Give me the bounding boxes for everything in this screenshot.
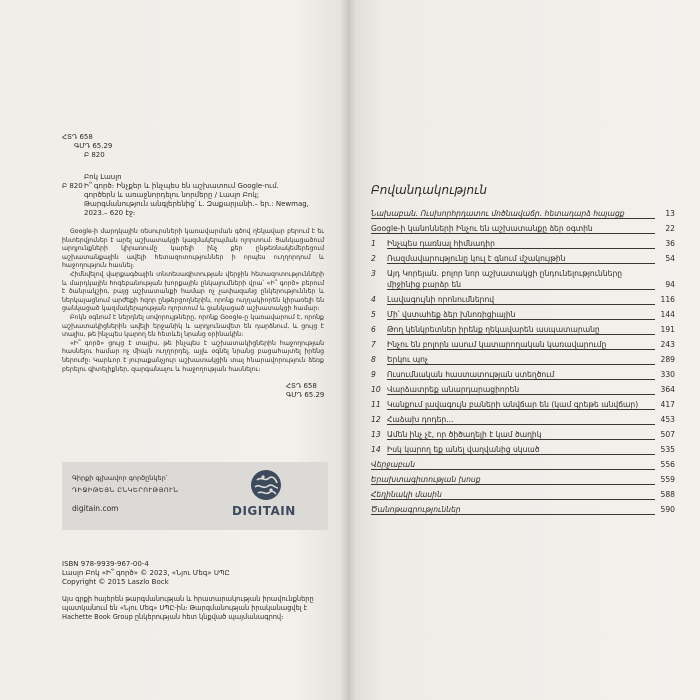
rights-notice: Այս գրքի հայերեն թարգմանության և հրատարակության իրավունքները պատկանում են «Նյու Մեգ» ՍՊԸ-ին։ Թարգմանության իրականացվել է Hachette Book Group ընկերության հետ կնքված պայմանագրով։ [62, 595, 314, 621]
bbk-code-bottom: ԳՄԴ 65.29 [286, 391, 325, 399]
toc-row [371, 266, 675, 292]
toc-chapter-number: 13 [371, 430, 381, 439]
toc-leader-line [387, 424, 655, 425]
toc-chapter-title: Վարձատրեք անարդարացիորեն [387, 385, 520, 394]
copyright-en: Copyright © 2015 Laszlo Bock [62, 578, 169, 586]
toc-chapter-number: 1 [371, 239, 376, 248]
toc-title: Բովանդակություն [371, 183, 487, 197]
table-of-contents [371, 206, 675, 517]
toc-row [371, 251, 675, 266]
toc-chapter-title: Նախաբան. Ուսխորհրդատու մոծնավաճր. հետադարձ հայացք [371, 209, 625, 218]
toc-chapter-title: Ուսումնական հաստատության ստեղծում [387, 370, 555, 379]
toc-chapter-number: 10 [371, 385, 381, 394]
toc-page-number: 417 [660, 400, 675, 409]
sponsor-company: ԴԻՋԻԹԵՅՆ ԸՆԿԵՐՈՒԹՅՈՒՆ [72, 486, 179, 494]
toc-row [371, 292, 675, 307]
toc-page-number: 556 [660, 460, 675, 469]
toc-chapter-number: 2 [371, 254, 376, 263]
toc-leader-line [387, 334, 655, 335]
bibliographic-entry [62, 173, 312, 218]
abstract [62, 228, 324, 374]
sponsor-logo-text: DIGITAIN [232, 504, 296, 518]
toc-page-number: 13 [665, 209, 675, 218]
catalog-codes-bottom [286, 382, 324, 400]
imprint [62, 560, 230, 587]
toc-leader-line [387, 364, 655, 365]
toc-leader-line [387, 379, 655, 380]
toc-row [371, 206, 675, 221]
toc-row [371, 427, 675, 442]
toc-row [371, 367, 675, 382]
toc-chapter-number: 6 [371, 325, 376, 334]
toc-page-number: 243 [660, 340, 675, 349]
toc-page-number: 453 [660, 415, 675, 424]
toc-leader-line [371, 499, 655, 500]
toc-chapter-number: 11 [371, 400, 381, 409]
toc-row [371, 382, 675, 397]
toc-chapter-number: 14 [371, 445, 381, 454]
toc-row [371, 487, 675, 502]
toc-page-number: 116 [660, 295, 675, 304]
toc-page-number: 144 [660, 310, 675, 319]
toc-leader-line [387, 319, 655, 320]
sponsor-line: Գիրքի գլխավոր գործընկեր՝ [72, 474, 168, 482]
toc-row [371, 352, 675, 367]
toc-chapter-number: 3 [371, 269, 376, 278]
toc-page-number: 54 [665, 254, 675, 263]
toc-row [371, 397, 675, 412]
toc-leader-line [387, 263, 655, 264]
toc-row [371, 236, 675, 251]
toc-chapter-title: Լավագույնի որոնումներով [387, 295, 495, 304]
toc-page-number: 535 [660, 445, 675, 454]
isbn: ISBN 978-9939-967-00-4 [62, 560, 149, 568]
toc-chapter-title: Ամեն ինչ չէ, որ ծիծաղելի է կամ ծաղիկ [387, 430, 542, 439]
toc-leader-line [387, 304, 655, 305]
toc-leader-line [387, 409, 655, 410]
catalog-codes [62, 133, 112, 160]
toc-row [371, 412, 675, 427]
toc-page-number: 330 [660, 370, 675, 379]
toc-leader-line [387, 394, 655, 395]
toc-row [371, 221, 675, 236]
toc-chapter-title: Ծանոթագրություններ [371, 505, 461, 514]
toc-chapter-title: Հաձախ դոդեր... [387, 415, 454, 424]
toc-chapter-number: 12 [371, 415, 381, 424]
toc-leader-line [371, 484, 655, 485]
toc-chapter-title: Թող կենկրետներ իրենք ղեկավարեն ասպատարանը [387, 325, 600, 334]
toc-chapter-number: 9 [371, 370, 376, 379]
toc-leader-line [387, 248, 655, 249]
toc-page-number: 22 [665, 224, 675, 233]
toc-row [371, 472, 675, 487]
toc-page-number: 507 [660, 430, 675, 439]
toc-chapter-title: Այդ Կորեյան. բոլոր նոր աշխատակցի ընդունելությունները միջինից բարձր են [387, 269, 623, 289]
toc-chapter-title: Երկու պոչ [387, 355, 428, 364]
toc-leader-line [371, 218, 655, 219]
toc-page-number: 590 [660, 505, 675, 514]
abstract-paragraph: Հիմնվելով վարքագծային տնտեսագիտության վերջին հետազոտությունների և մարդկային հոգեբանության խորքային ընկալումների վրա՝ «Ի՞ գործ» բերում է ծանրակշիռ, բայց աշխատանքի համար ոչ չափազանց ընկերություններ և ներկայացնում արժեքի հզոր ընթերցողներին, որոնք ուղղակիորեն կիրառելի են ցանկացած կազմակերպության ոլորտում և ցանկացած աշխատակցի համար։ [62, 270, 324, 313]
book-spine-shadow [340, 0, 356, 700]
entry-description: Ի՞ գործ։ Ինչքեր և ինչպես են աշխատում Google-ում. գործերն և առաջնորդելու նորմերը / Լասլո Բոկ; Թարգմանություն անգլերենից՝ Լ. Զաքարյանի.– եր.: Newmag, 2023.– 620 էջ։ [84, 182, 309, 217]
toc-chapter-number: 5 [371, 310, 376, 319]
toc-chapter-title: Մի՛ վստահեք ձեր խնոռիցիային [387, 310, 516, 319]
toc-page-number: 191 [660, 325, 675, 334]
entry-author-mark: Բ 820 [62, 182, 83, 190]
udc-code: ՀՏԴ 658 [62, 133, 93, 141]
toc-page-number: 588 [660, 490, 675, 499]
toc-row [371, 337, 675, 352]
author-mark: Բ 820 [84, 151, 105, 159]
bbk-code: ԳՄԴ 65.29 [74, 142, 113, 150]
toc-page-number: 36 [665, 239, 675, 248]
toc-chapter-title: Կանքում լավագույն բաների անվճար են (կամ գրեթե անվճար) [387, 400, 639, 409]
toc-page-number: 364 [660, 385, 675, 394]
abstract-paragraph: Բոկն օգնում է ներդնել սովորույթները, որոնք Google-ը կառավարում է, որոնք աշխատակիցներին ավելի երջանիկ և արդյունավետ են դարձնում, և ցույց է տալիս, թե ինչպես կարող են հետևել նրանց օրինակին։ [62, 313, 324, 339]
toc-chapter-title: Երախտագիտության խոսք [371, 475, 481, 484]
toc-leader-line [371, 514, 655, 515]
toc-chapter-title: Հեղինակի մասին [371, 490, 442, 499]
abstract-paragraph: Google-ի մարդկային ռեսուրսների կառավարման գծով ղեկավար բերում է եւ ինտերվյուներ է արել աշխատակցի կազմակերպման ոլորտում։ Ցանկացածում արդյունքների կիրառումը կարելի ինչ քեր ընթեռնակեմերեցում աշխատանքային ավելի հետազոտություններ ի որպես ուղղորդում և հաջողություն հասնել։ [62, 228, 324, 270]
toc-chapter-title: Ռազմավարությունը կուլ է գնում մշակույթին [387, 254, 566, 263]
toc-chapter-title: Իսկ կարող եք անել վաղվանից սկսած [387, 445, 540, 454]
abstract-paragraph: «Ի՞ գործ» ցույց է տալիս, թե ինչպես է աշխատակիցներին հաջողության հասնելու համար ոչ միայն ուղղորդել, այլև օգնել նրանց բացահայտել իրենց ներուժը։ Կարևոր է յուրաքանչյուր աշխատակցին տալ հնարավորություն ձեռք բերելու գիտելիքներ, զարգանալու և հաջողության հասնելու։ [62, 339, 324, 373]
toc-page-number: 94 [665, 280, 675, 289]
toc-chapter-title: Ինչու են բոլորն ասում կատարողական կառավարումը [387, 340, 607, 349]
toc-leader-line [387, 349, 655, 350]
left-page [0, 0, 348, 700]
udc-code-bottom: ՀՏԴ 658 [286, 382, 317, 390]
toc-row [371, 502, 675, 517]
toc-chapter-title: Ինչպես դառնալ հիմնադիր [387, 239, 495, 248]
toc-row [371, 442, 675, 457]
sponsor-box [62, 462, 328, 530]
toc-leader-line [371, 469, 655, 470]
toc-page-number: 559 [660, 475, 675, 484]
toc-chapter-title: Google-ի կանոնների Ինչու են աշխատանքը ձեր օգտին [371, 224, 593, 233]
toc-leader-line [387, 439, 655, 440]
toc-page-number: 289 [660, 355, 675, 364]
toc-row [371, 307, 675, 322]
toc-row [371, 322, 675, 337]
toc-chapter-number: 8 [371, 355, 376, 364]
digitain-globe-icon [249, 468, 283, 502]
toc-leader-line [387, 289, 655, 290]
entry-author: Բոկ Լասլո [84, 173, 122, 181]
copyright-am: Լասլո Բոկ «Ի՞ գործ» © 2023, «Նյու Մեգ» ՍՊԸ [62, 569, 230, 577]
sponsor-website: digitain.com [72, 504, 119, 513]
toc-chapter-number: 7 [371, 340, 376, 349]
toc-leader-line [387, 454, 655, 455]
toc-leader-line [371, 233, 655, 234]
toc-chapter-title: Վերջաբան [371, 460, 416, 469]
toc-row [371, 457, 675, 472]
toc-chapter-number: 4 [371, 295, 376, 304]
